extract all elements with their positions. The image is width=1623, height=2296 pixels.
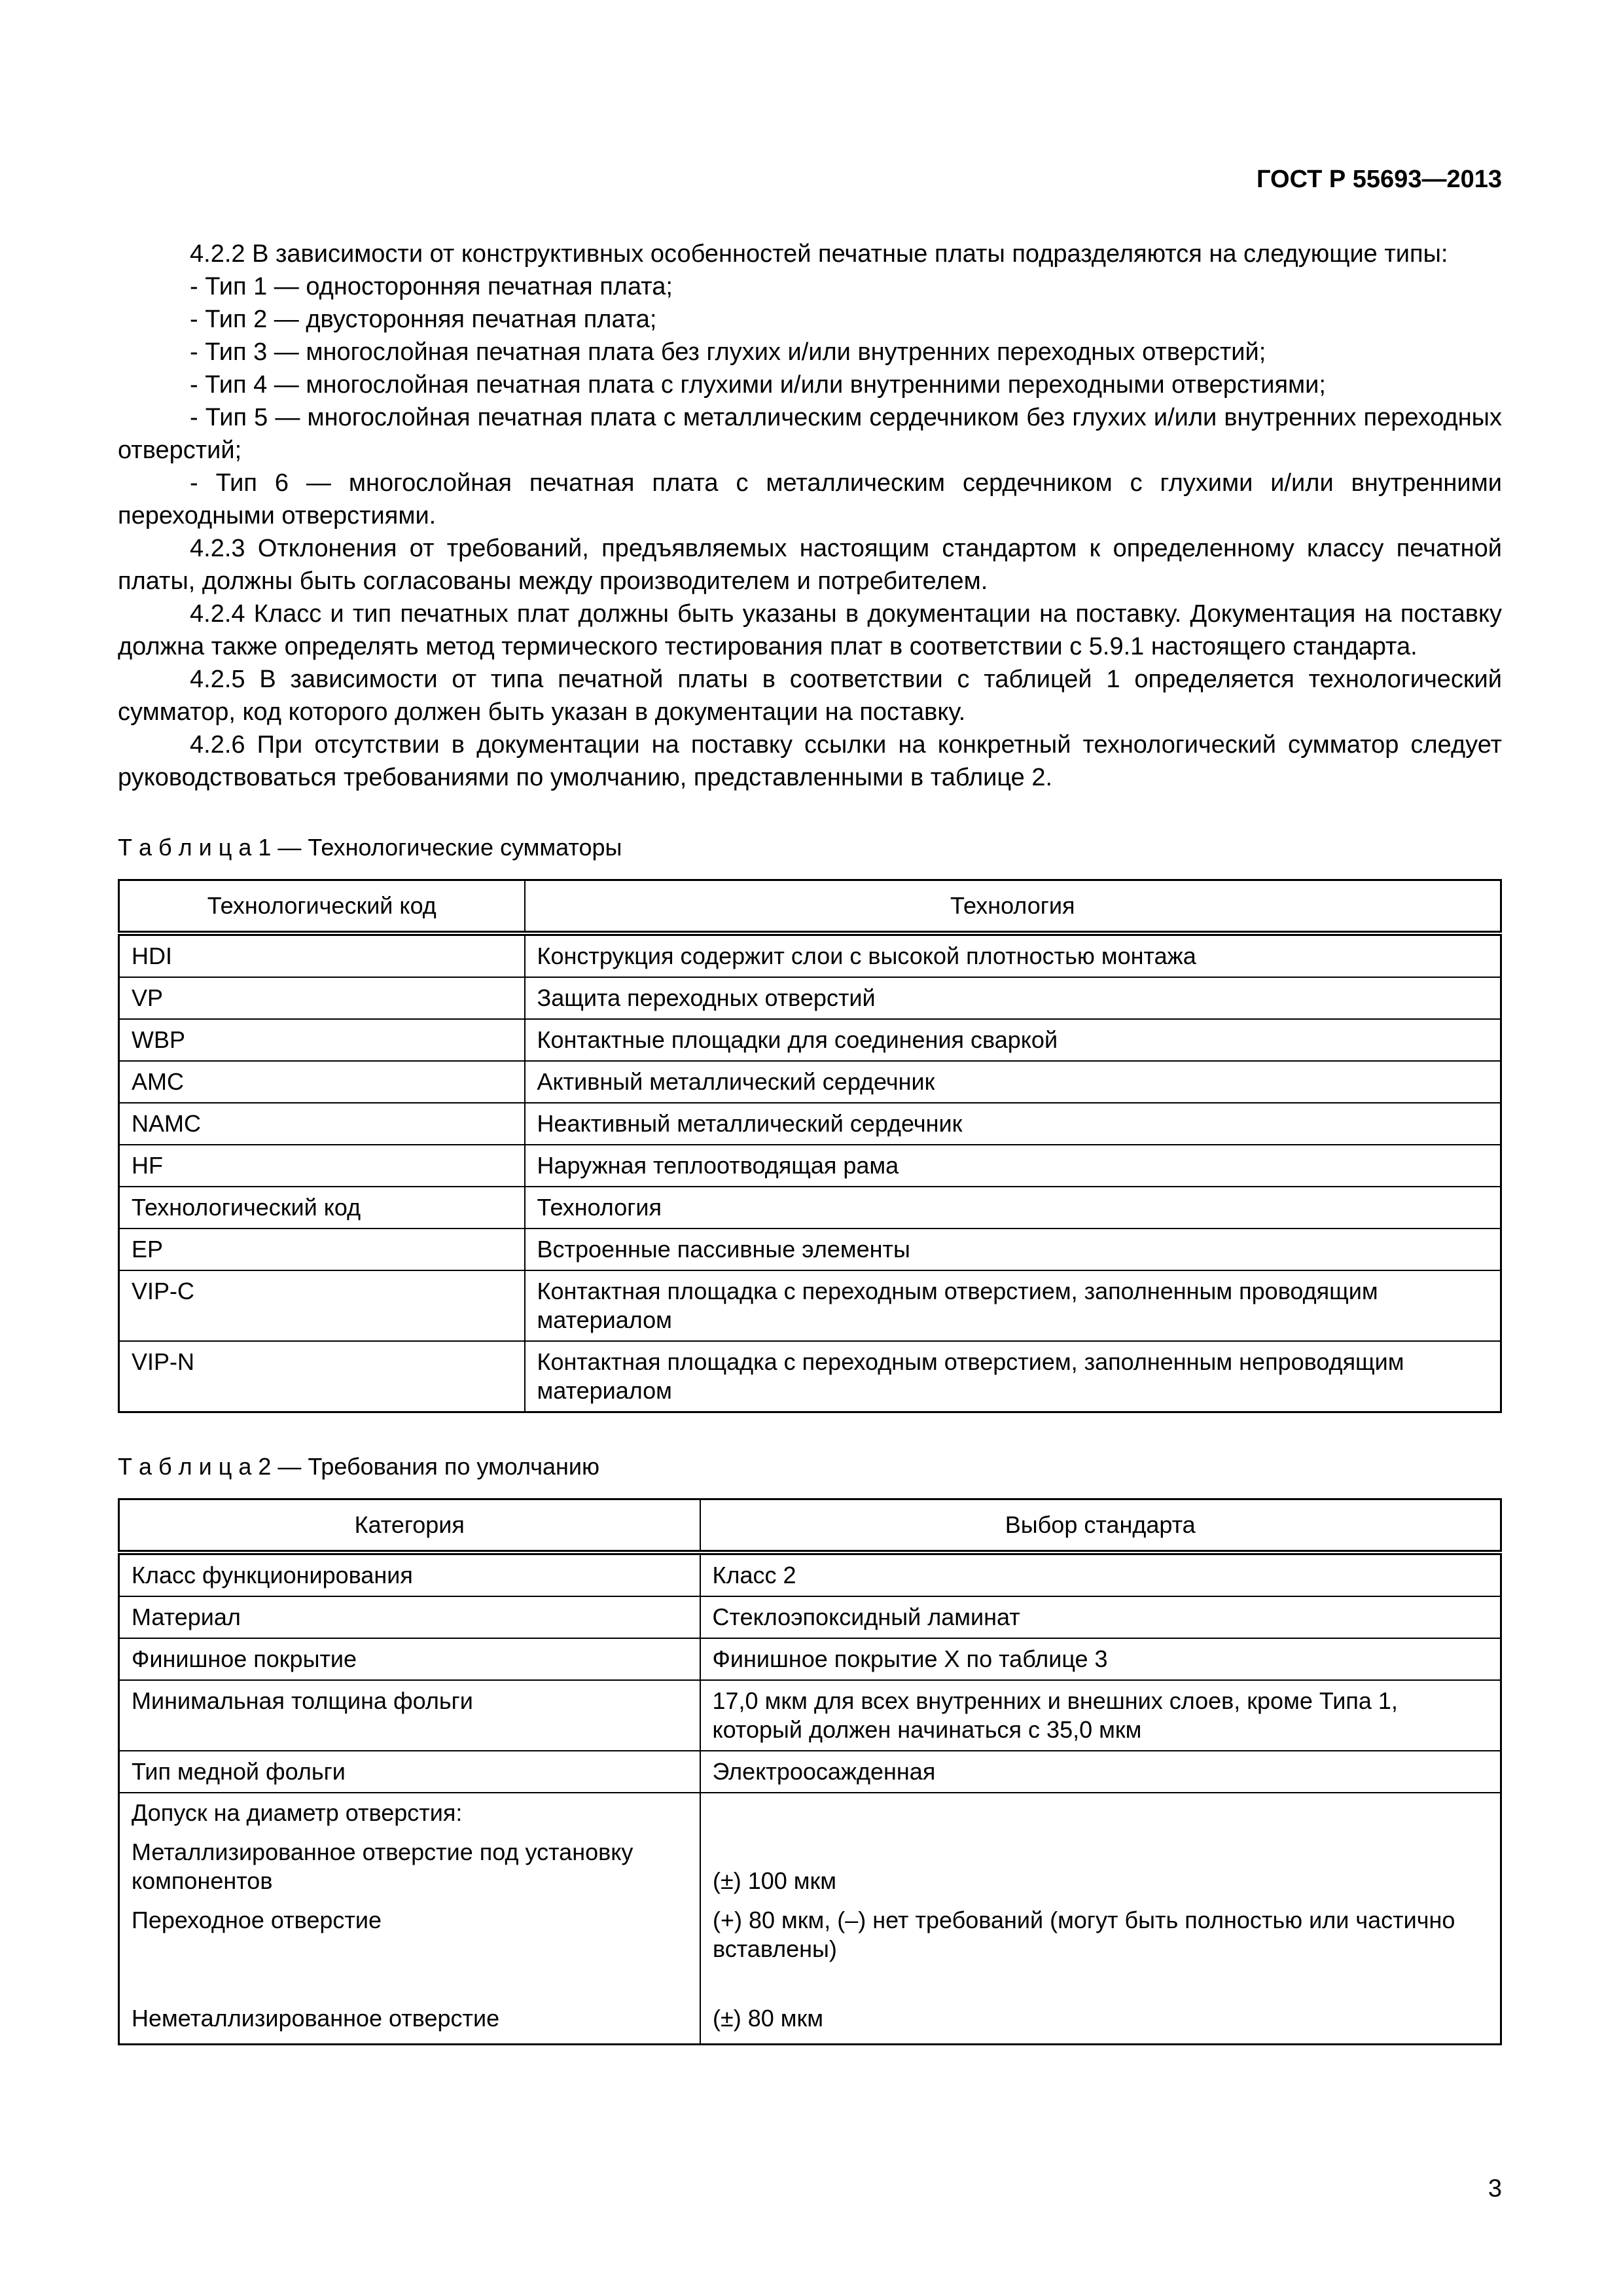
table-row bbox=[119, 1061, 1501, 1103]
table-row-repeated-header bbox=[119, 1187, 1501, 1229]
table-row bbox=[119, 1751, 1501, 1793]
table-cell-value: 17,0 мкм для всех внутренних и внешних слоев, кроме Типа 1, который должен начинаться с 35,0 мкм bbox=[700, 1680, 1501, 1751]
table-cell-category: Класс функционирования bbox=[119, 1552, 700, 1596]
table-cell-code: WBP bbox=[119, 1019, 525, 1061]
table2 bbox=[118, 1498, 1502, 2045]
list-item-type-1: - Тип 1 — односторонняя печатная плата; bbox=[190, 273, 673, 300]
table-cell-value: Электроосажденная bbox=[700, 1751, 1501, 1793]
table-cell-code: HF bbox=[119, 1145, 525, 1187]
body-text bbox=[118, 238, 1502, 794]
list-item-type-2: - Тип 2 — двусторонняя печатная плата; bbox=[190, 306, 657, 333]
table-cell-code: HDI bbox=[119, 933, 525, 977]
table-cell-value: Финишное покрытие X по таблице 3 bbox=[700, 1638, 1501, 1680]
paragraph-4-2-5: 4.2.5 В зависимости от типа печатной платы в соответствии с таблицей 1 определяется технологический сумматор, код которого должен быть указан в документации на поставку. bbox=[118, 666, 1502, 726]
table-row bbox=[119, 977, 1501, 1019]
table-cell-category: Минимальная толщина фольги bbox=[119, 1680, 700, 1751]
table-cell-technology: Защита переходных отверстий bbox=[525, 977, 1501, 1019]
tolerance-value-unplated-hole: (±) 80 мкм bbox=[700, 1969, 1500, 2043]
paragraph-4-2-3: 4.2.3 Отклонения от требований, предъявляемых настоящим стандартом к определенному классу печатной платы, должны быть согласованы между производителем и потребителем. bbox=[118, 535, 1502, 595]
table-cell-code: NAMC bbox=[119, 1103, 525, 1145]
paragraph-4-2-4: 4.2.4 Класс и тип печатных плат должны быть указаны в документации на поставку. Документация на поставку должна также определять метод термического тестирования плат в соответствии с 5.9.1 настоящего стандарта. bbox=[118, 600, 1502, 660]
table-cell-technology: Наружная теплоотводящая рама bbox=[525, 1145, 1501, 1187]
table-cell-category: Материал bbox=[119, 1596, 700, 1638]
table-cell-technology: Активный металлический сердечник bbox=[525, 1061, 1501, 1103]
tolerance-intro: Допуск на диаметр отверстия: bbox=[132, 1799, 463, 1826]
table-cell-code: Технологический код bbox=[119, 1187, 525, 1229]
table-cell-technology: Контактные площадки для соединения сваркой bbox=[525, 1019, 1501, 1061]
table1-caption: Т а б л и ц а 1 — Технологические сумматоры bbox=[118, 834, 622, 861]
table-cell-technology: Контактная площадка с переходным отверстием, заполненным проводящим материалом bbox=[525, 1270, 1501, 1341]
page-number: 3 bbox=[1488, 2175, 1502, 2202]
paragraph-4-2-6: 4.2.6 При отсутствии в документации на поставку ссылки на конкретный технологический сумматор следует руководствоваться требованиями по умолчанию, представленными в таблице 2. bbox=[118, 731, 1502, 791]
table-row-hole-tolerance bbox=[119, 1793, 1501, 2045]
table-cell-technology: Технология bbox=[525, 1187, 1501, 1229]
table2-header-standard-choice: Выбор стандарта bbox=[700, 1499, 1501, 1553]
list-item-type-6: - Тип 6 — многослойная печатная плата с металлическим сердечником с глухими и/или внутренними переходными отверстиями. bbox=[118, 469, 1502, 529]
table1-header-code: Технологический код bbox=[119, 880, 525, 934]
list-item-type-4: - Тип 4 — многослойная печатная плата с глухими и/или внутренними переходными отверстиями; bbox=[190, 371, 1326, 399]
table-row bbox=[119, 1270, 1501, 1341]
table-cell-code: VIP-N bbox=[119, 1341, 525, 1412]
table-row bbox=[119, 1596, 1501, 1638]
table-cell-technology: Конструкция содержит слои с высокой плотностью монтажа bbox=[525, 933, 1501, 977]
table1-header-row bbox=[119, 880, 1501, 934]
table-row bbox=[119, 933, 1501, 977]
tolerance-cell bbox=[119, 1793, 1501, 2045]
table-row bbox=[119, 1638, 1501, 1680]
tolerance-intro-value-empty bbox=[700, 1793, 1500, 1833]
table-row bbox=[119, 1341, 1501, 1412]
table-cell-technology: Неактивный металлический сердечник bbox=[525, 1103, 1501, 1145]
table-cell-value: Стеклоэпоксидный ламинат bbox=[700, 1596, 1501, 1638]
paragraph-4-2-2: 4.2.2 В зависимости от конструктивных особенностей печатные платы подразделяются на следующие типы: bbox=[190, 240, 1448, 268]
table2-header-row bbox=[119, 1499, 1501, 1553]
table-cell-code: VP bbox=[119, 977, 525, 1019]
document-code: ГОСТ Р 55693—2013 bbox=[1257, 166, 1502, 193]
table-row bbox=[119, 1103, 1501, 1145]
table-cell-technology: Контактная площадка с переходным отверстием, заполненным непроводящим материалом bbox=[525, 1341, 1501, 1412]
table2-caption: Т а б л и ц а 2 — Требования по умолчанию bbox=[118, 1453, 599, 1480]
tolerance-value-plated-hole: (±) 100 мкм bbox=[700, 1833, 1500, 1901]
table-row bbox=[119, 1019, 1501, 1061]
table-cell-code: VIP-C bbox=[119, 1270, 525, 1341]
table-row bbox=[119, 1552, 1501, 1596]
list-item-type-5: - Тип 5 — многослойная печатная плата с металлическим сердечником без глухих и/или внутренних переходных отверстий; bbox=[118, 404, 1502, 464]
table1 bbox=[118, 879, 1502, 1413]
table-cell-category: Тип медной фольги bbox=[119, 1751, 700, 1793]
tolerance-label-plated-hole: Металлизированное отверстие под установку компонентов bbox=[132, 1839, 633, 1894]
table-row bbox=[119, 1145, 1501, 1187]
table2-header-category: Категория bbox=[119, 1499, 700, 1553]
table-cell-code: AMC bbox=[119, 1061, 525, 1103]
tolerance-label-unplated-hole: Неметаллизированное отверстие bbox=[132, 2005, 500, 2032]
table-cell-technology: Встроенные пассивные элементы bbox=[525, 1229, 1501, 1270]
table-cell-value: Класс 2 bbox=[700, 1552, 1501, 1596]
table-cell-code: EP bbox=[119, 1229, 525, 1270]
tolerance-grid bbox=[120, 1793, 1500, 2043]
table1-header-technology: Технология bbox=[525, 880, 1501, 934]
tolerance-value-via: (+) 80 мкм, (–) нет требований (могут быть полностью или частично вставлены) bbox=[700, 1901, 1500, 1969]
tolerance-label-via: Переходное отверстие bbox=[132, 1907, 382, 1933]
table-row bbox=[119, 1229, 1501, 1270]
list-item-type-3: - Тип 3 — многослойная печатная плата без глухих и/или внутренних переходных отверстий; bbox=[190, 338, 1266, 366]
table-cell-category: Финишное покрытие bbox=[119, 1638, 700, 1680]
table-row bbox=[119, 1680, 1501, 1751]
